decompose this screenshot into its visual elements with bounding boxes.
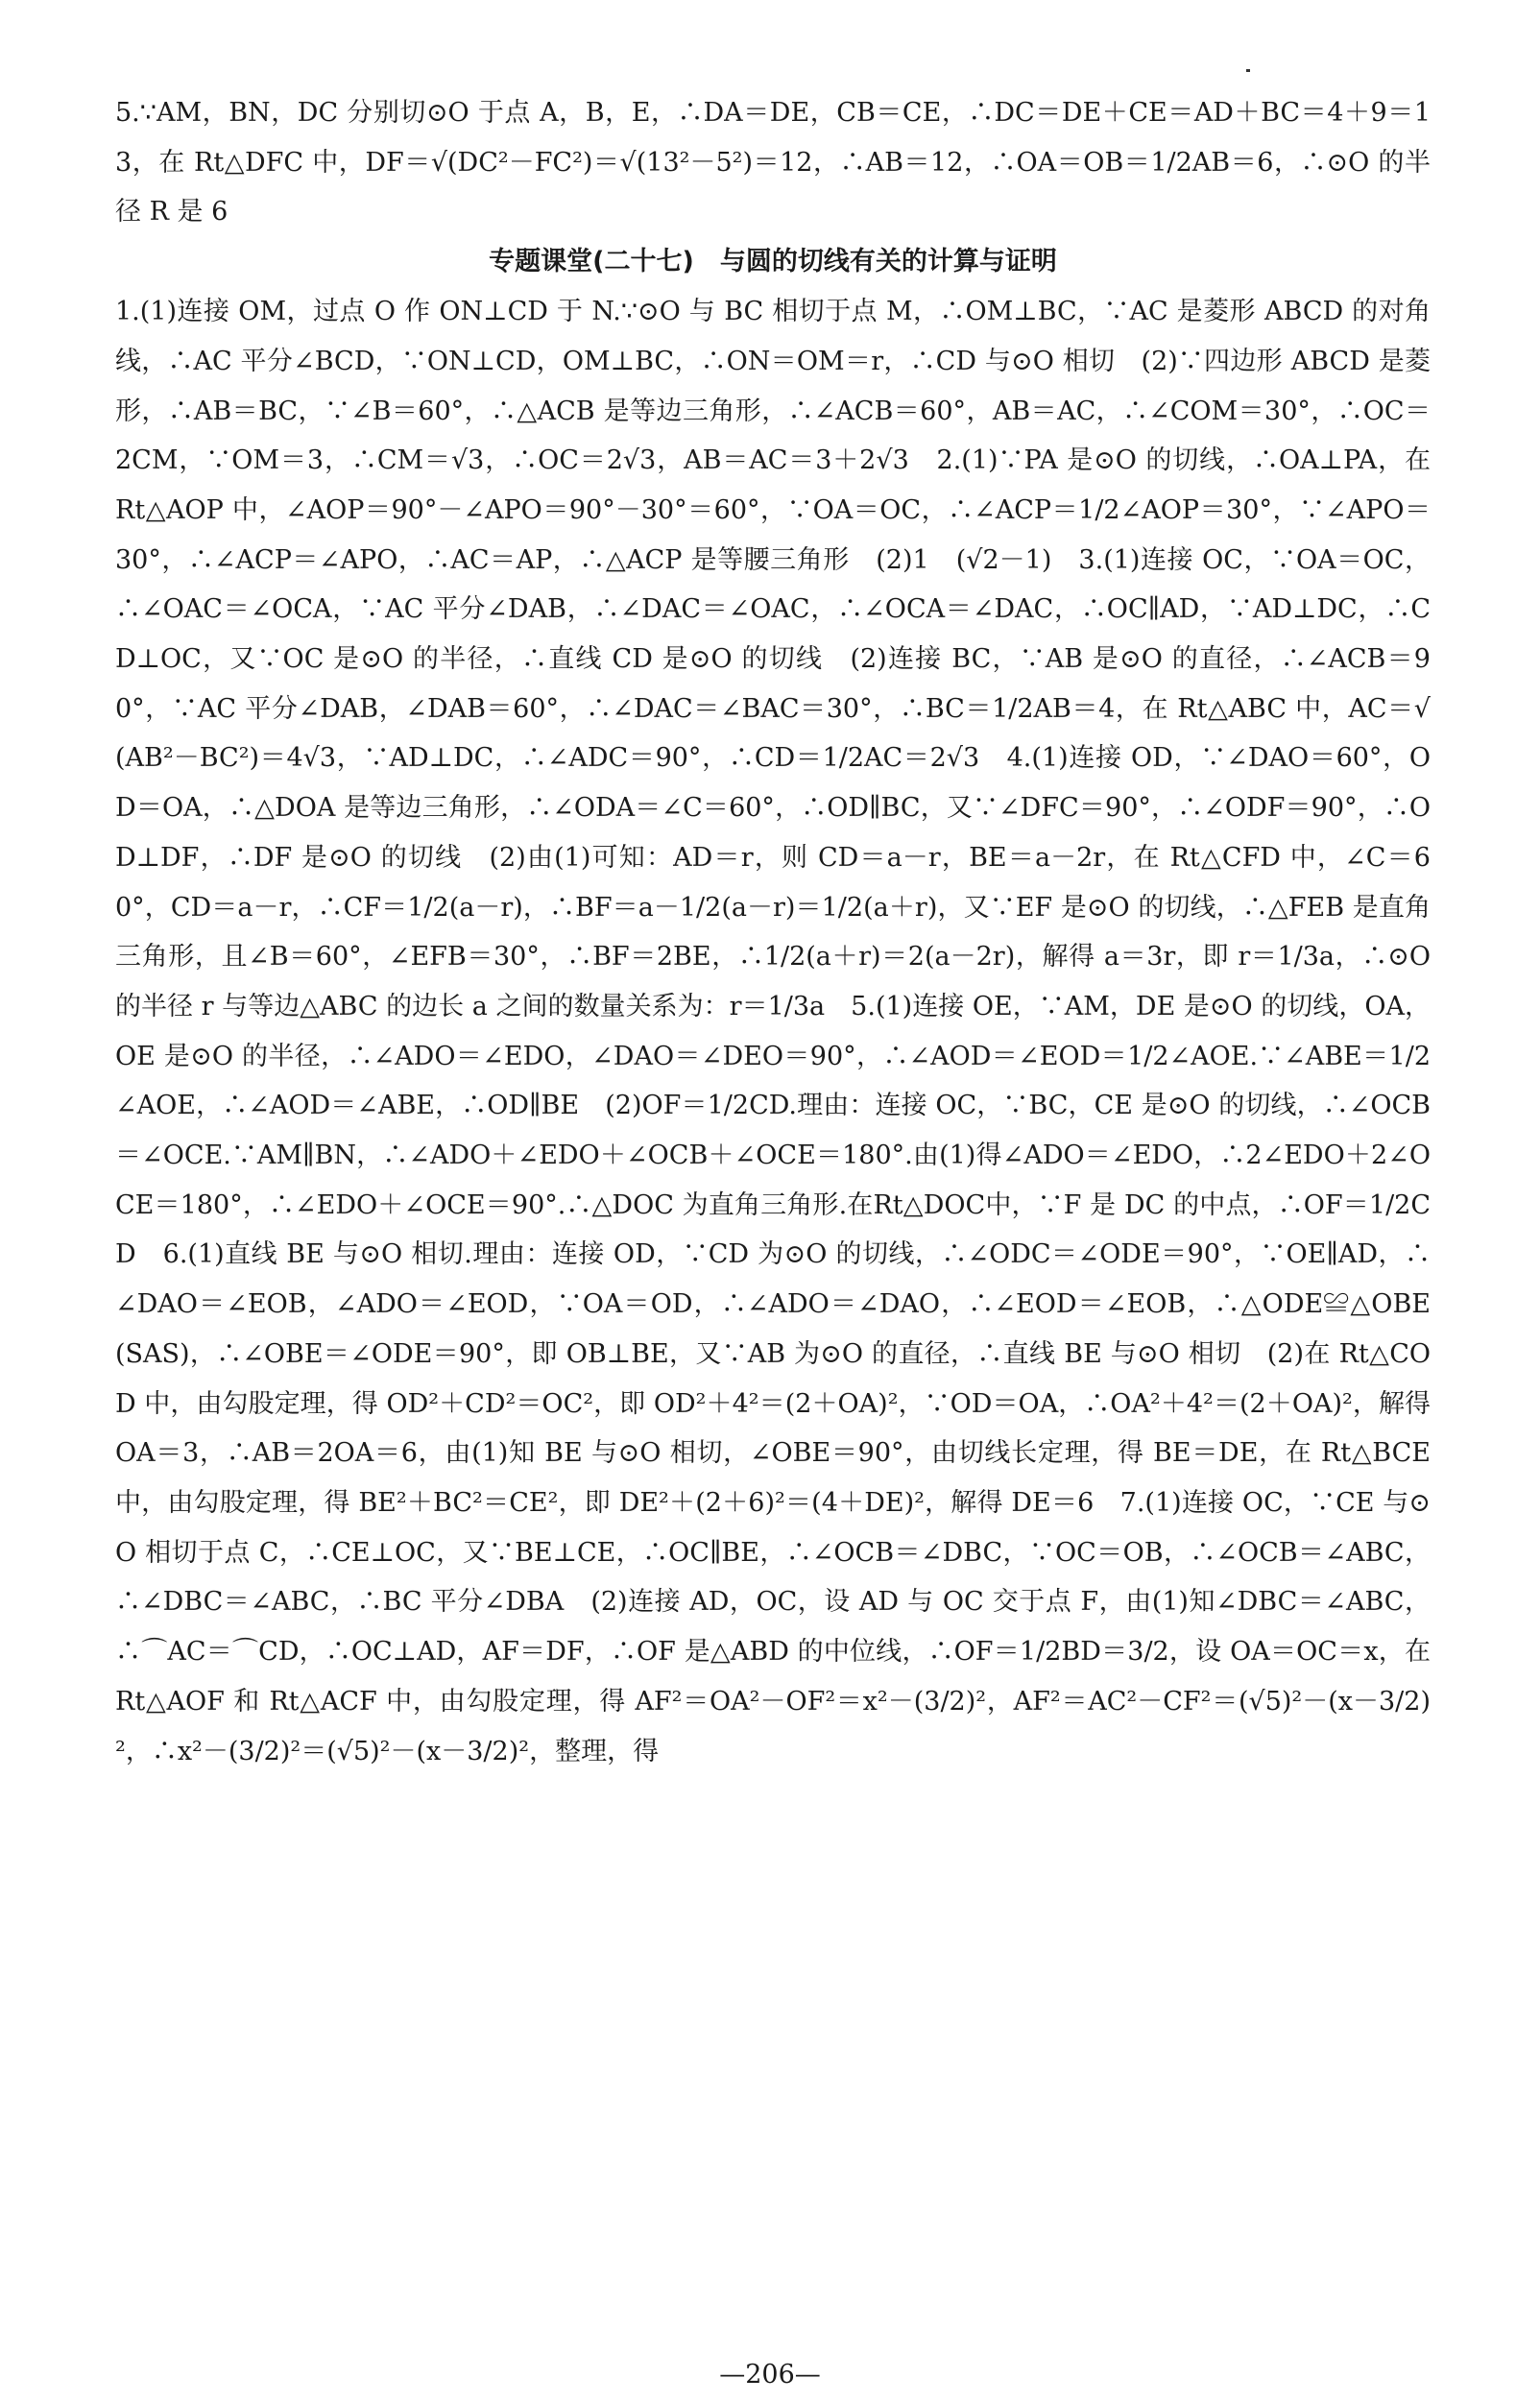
intro-paragraph: 5.∵AM，BN，DC 分别切⊙O 于点 A，B，E，∴DA＝DE，CB＝CE，∴DC＝DE＋CE＝AD＋BC＝4＋9＝13，在 Rt△DFC 中，DF＝√(DC²－FC²)＝√(13²－5²)＝12，∴AB＝12，∴OA＝OB＝1/2AB＝6，∴⊙O 的半径 R 是 6 xyxy=(115,98,1431,228)
answer-page xyxy=(115,88,1431,1776)
section-title: 专题课堂(二十七) 与圆的切线有关的计算与证明 xyxy=(489,247,1057,277)
page-number: —206— xyxy=(719,2360,821,2390)
scan-speck xyxy=(1246,69,1250,72)
body-paragraph: 1.(1)连接 OM，过点 O 作 ON⊥CD 于 N.∵⊙O 与 BC 相切于点 M，∴OM⊥BC，∵AC 是菱形 ABCD 的对角线，∴AC 平分∠BCD，∵ON⊥CD，OM⊥BC，∴ON＝OM＝r，∴CD 与⊙O 相切 (2)∵四边形 ABCD 是菱形，∴AB＝BC，∵∠B＝60°，∴△ACB 是等边三角形，∴∠ACB＝60°，AB＝AC，∴∠COM＝30°，∴OC＝2CM，∵OM＝3，∴CM＝√3，∴OC＝2√3，AB＝AC＝3＋2√3 2.(1)∵PA 是⊙O 的切线，∴OA⊥PA，在 Rt△AOP 中，∠AOP＝90°－∠APO＝90°－30°＝60°，∵OA＝OC，∴∠ACP＝1/2∠AOP＝30°，∵∠APO＝30°，∴∠ACP＝∠APO，∴AC＝AP，∴△ACP 是等腰三角形 (2)1 (√2－1) 3.(1)连接 OC，∵OA＝OC，∴∠OAC＝∠OCA，∵AC 平分∠DAB，∴∠DAC＝∠OAC，∴∠OCA＝∠DAC，∴OC∥AD，∵AD⊥DC，∴CD⊥OC，又∵OC 是⊙O 的半径，∴直线 CD 是⊙O 的切线 (2)连接 BC，∵AB 是⊙O 的直径，∴∠ACB＝90°，∵AC 平分∠DAB，∠DAB＝60°，∴∠DAC＝∠BAC＝30°，∴BC＝1/2AB＝4，在 Rt△ABC 中，AC＝√(AB²－BC²)＝4√3，∵AD⊥DC，∴∠ADC＝90°，∴CD＝1/2AC＝2√3 4.(1)连接 OD，∵∠DAO＝60°，OD＝OA，∴△DOA 是等边三角形，∴∠ODA＝∠C＝60°，∴OD∥BC，又∵∠DFC＝90°，∴∠ODF＝90°，∴OD⊥DF，∴DF 是⊙O 的切线 (2)由(1)可知：AD＝r，则 CD＝a－r，BE＝a－2r，在 Rt△CFD 中，∠C＝60°，CD＝a－r，∴CF＝1/2(a－r)，∴BF＝a－1/2(a－r)＝1/2(a＋r)，又∵EF 是⊙O 的切线，∴△FEB 是直角三角形，且∠B＝60°，∠EFB＝30°，∴BF＝2BE，∴1/2(a＋r)＝2(a－2r)，解得 a＝3r，即 r＝1/3a，∴⊙O 的半径 r 与等边△ABC 的边长 a 之间的数量关系为：r＝1/3a 5.(1)连接 OE，∵AM，DE 是⊙O 的切线，OA，OE 是⊙O 的半径，∴∠ADO＝∠EDO，∠DAO＝∠DEO＝90°，∴∠AOD＝∠EOD＝1/2∠AOE.∵∠ABE＝1/2∠AOE，∴∠AOD＝∠ABE，∴OD∥BE (2)OF＝1/2CD.理由：连接 OC，∵BC，CE 是⊙O 的切线，∴∠OCB＝∠OCE.∵AM∥BN，∴∠ADO＋∠EDO＋∠OCB＋∠OCE＝180°.由(1)得∠ADO＝∠EDO，∴2∠EDO＋2∠OCE＝180°，∴∠EDO＋∠OCE＝90°.∴△DOC 为直角三角形.在Rt△DOC中，∵F 是 DC 的中点，∴OF＝1/2CD 6.(1)直线 BE 与⊙O 相切.理由：连接 OD，∵CD 为⊙O 的切线，∴∠ODC＝∠ODE＝90°，∵OE∥AD，∴∠DAO＝∠EOB，∠ADO＝∠EOD，∵OA＝OD，∴∠ADO＝∠DAO，∴∠EOD＝∠EOB，∴△ODE≌△OBE(SAS)，∴∠OBE＝∠ODE＝90°，即 OB⊥BE，又∵AB 为⊙O 的直径，∴直线 BE 与⊙O 相切 (2)在 Rt△COD 中，由勾股定理，得 OD²＋CD²＝OC²，即 OD²＋4²＝(2＋OA)²，∵OD＝OA，∴OA²＋4²＝(2＋OA)²，解得 OA＝3，∴AB＝2OA＝6，由(1)知 BE 与⊙O 相切，∠OBE＝90°，由切线长定理，得 BE＝DE，在 Rt△BCE中，由勾股定理，得 BE²＋BC²＝CE²，即 DE²＋(2＋6)²＝(4＋DE)²，解得 DE＝6 7.(1)连接 OC，∵CE 与⊙O 相切于点 C，∴CE⊥OC，又∵BE⊥CE，∴OC∥BE，∴∠OCB＝∠DBC，∵OC＝OB，∴∠OCB＝∠ABC，∴∠DBC＝∠ABC，∴BC 平分∠DBA (2)连接 AD，OC，设 AD 与 OC 交于点 F，由(1)知∠DBC＝∠ABC，∴⌒AC＝⌒CD，∴OC⊥AD，AF＝DF，∴OF 是△ABD 的中位线，∴OF＝1/2BD＝3/2，设 OA＝OC＝x，在 Rt△AOF 和 Rt△ACF 中，由勾股定理，得 AF²＝OA²－OF²＝x²－(3/2)²，AF²＝AC²－CF²＝(√5)²－(x－3/2)²，∴x²－(3/2)²＝(√5)²－(x－3/2)²，整理，得 xyxy=(115,297,1431,1766)
